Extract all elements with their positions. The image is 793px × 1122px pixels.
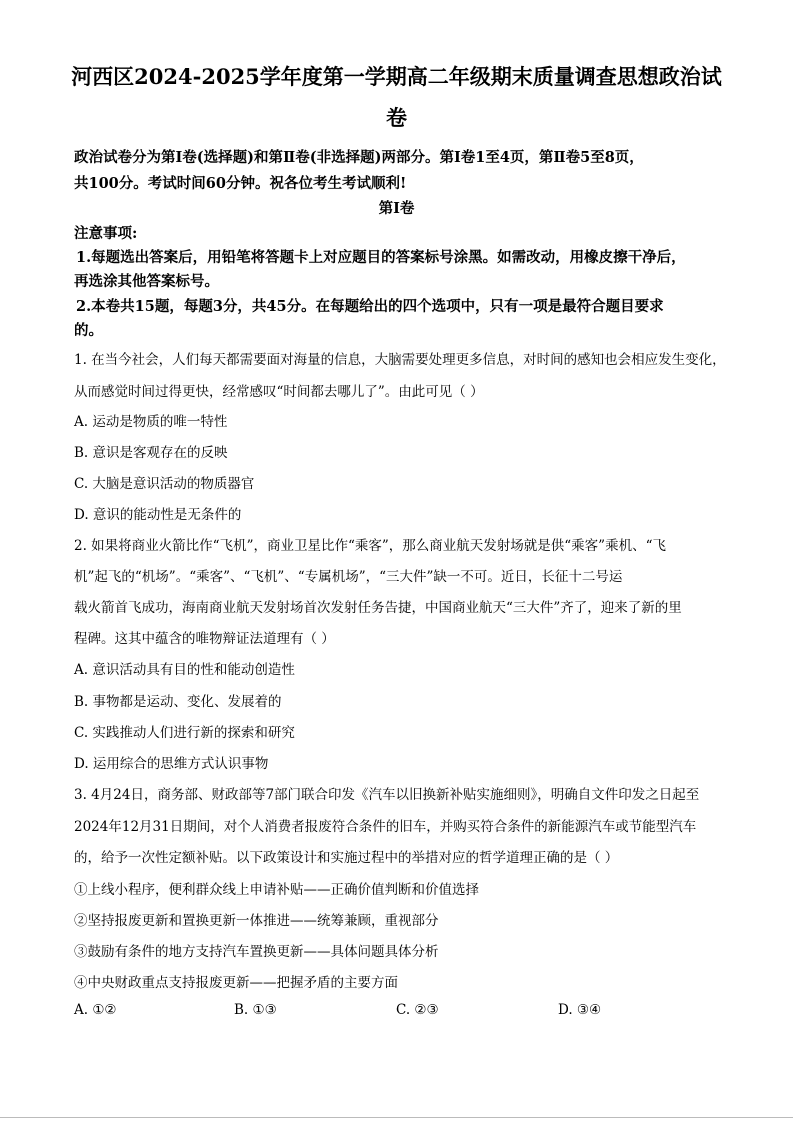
notice-1-line-2: 再选涂其他答案标号。 — [74, 273, 219, 290]
notice-2-line-2: 的。 — [74, 322, 103, 339]
q3-statement-3: ③鼓励有条件的地方支持汽车置换更新——具体问题具体分析 — [74, 944, 439, 960]
q3-option-d: D. ③④ — [558, 1002, 602, 1018]
q2-option-c: C. 实践推动人们进行新的探索和研究 — [74, 725, 295, 741]
q2-stem-line-1: 2. 如果将商业火箭比作“飞机”，商业卫星比作“乘客”，那么商业航天发射场就是供“乘客”乘机、“飞 — [74, 538, 666, 554]
title-line-1: 河西区2024-2025学年度第一学期高二年级期末质量调查思想政治试 — [71, 64, 722, 89]
q2-option-a: A. 意识活动具有目的性和能动创造性 — [74, 662, 295, 678]
q1-stem-line-1: 1. 在当今社会，人们每天都需要面对海量的信息，大脑需要处理更多信息，对时间的感知也会相应发生变化， — [74, 352, 726, 368]
volume-label: 第Ⅰ卷 — [378, 200, 415, 217]
q3-statement-4: ④中央财政重点支持报废更新——把握矛盾的主要方面 — [74, 975, 398, 991]
q3-statement-2: ②坚持报废更新和置换更新一体推进——统筹兼顾，重视部分 — [74, 913, 439, 929]
q3-stem-line-2: 2024年12月31日期间，对个人消费者报废符合条件的旧车，并购买符合条件的新能源汽车或节能型汽车 — [74, 819, 697, 835]
q3-option-a: A. ①② — [74, 1002, 117, 1018]
q3-stem-line-3: 的，给予一次性定额补贴。以下政策设计和实施过程中的举措对应的哲学道理正确的是（ ） — [74, 850, 619, 866]
q1-stem-line-2: 从而感觉时间过得更快，经常感叹“时间都去哪儿了”。由此可见（ ） — [74, 384, 484, 400]
notice-2-line-1: 2.本卷共15题，每题3分，共45分。在每题给出的四个选项中，只有一项是最符合题目要求 — [76, 298, 664, 315]
q3-option-b: B. ①③ — [234, 1002, 277, 1018]
q2-stem-line-3: 载火箭首飞成功，海南商业航天发射场首次发射任务告捷，中国商业航天“三大件”齐了，迎来了新的里 — [74, 600, 682, 616]
q2-option-b: B. 事物都是运动、变化、发展着的 — [74, 694, 282, 710]
q1-option-c: C. 大脑是意识活动的物质器官 — [74, 476, 255, 492]
q2-stem-line-2: 机”起飞的“机场”。“乘客”、“飞机”、“专属机场”，“三大件”缺一不可。近日，长征十二号运 — [74, 569, 623, 585]
intro-line-1: 政治试卷分为第Ⅰ卷(选择题)和第Ⅱ卷(非选择题)两部分。第Ⅰ卷1至4页，第Ⅱ卷5至8页， — [74, 149, 644, 166]
q3-stem-line-1: 3. 4月24日，商务部、财政部等7部门联合印发《汽车以旧换新补贴实施细则》，明确自文件印发之日起至 — [74, 787, 700, 803]
notice-heading: 注意事项: — [74, 225, 138, 242]
q2-option-d: D. 运用综合的思维方式认识事物 — [74, 756, 269, 772]
q3-statement-1: ①上线小程序，便利群众线上申请补贴——正确价值判断和价值选择 — [74, 882, 479, 898]
notice-1-line-1: 1.每题选出答案后，用铅笔将答题卡上对应题目的答案标号涂黑。如需改动，用橡皮擦干净后， — [76, 249, 686, 266]
title-line-2: 卷 — [386, 105, 407, 130]
q1-option-d: D. 意识的能动性是无条件的 — [74, 507, 242, 523]
q3-option-c: C. ②③ — [396, 1002, 439, 1018]
intro-line-2: 共100分。考试时间60分钟。祝各位考生考试顺利! — [74, 175, 407, 192]
q1-option-b: B. 意识是客观存在的反映 — [74, 445, 228, 461]
q1-option-a: A. 运动是物质的唯一特性 — [74, 414, 228, 430]
page-bottom-rule — [0, 1117, 793, 1118]
q2-stem-line-4: 程碑。这其中蕴含的唯物辩证法道理有（ ） — [74, 631, 335, 647]
